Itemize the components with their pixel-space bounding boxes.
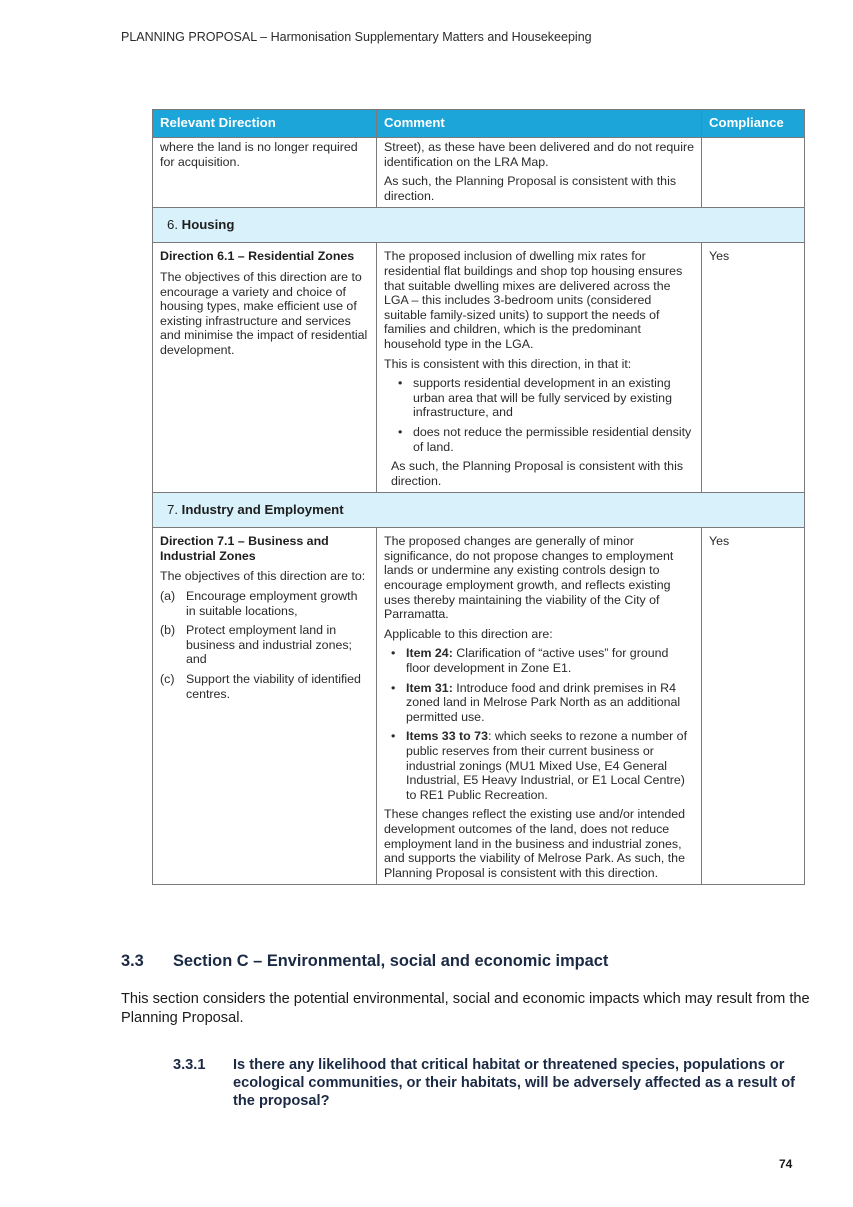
list-text: Support the viability of identified centres. <box>186 672 361 701</box>
table-row <box>153 528 805 885</box>
list-item <box>160 623 369 667</box>
list-item: • supports residential development in an existing urban area that will be fully serviced by existing infrastructure, and <box>413 376 694 420</box>
subsection-number: 3.3.1 <box>173 1057 206 1073</box>
compliance-cell <box>702 138 805 208</box>
list-text: Encourage employment growth in suitable locations, <box>186 589 358 618</box>
table-row <box>153 243 805 493</box>
bullet-list <box>384 646 694 802</box>
bullet-list <box>391 376 694 454</box>
comment-cell <box>377 243 702 493</box>
list-text: Protect employment land in business and industrial zones; and <box>186 623 352 667</box>
comment-paragraph: This is consistent with this direction, in that it: <box>384 356 632 371</box>
item-label: Item 24: <box>406 646 453 661</box>
column-header-direction: Relevant Direction <box>153 110 377 138</box>
page-number: 74 <box>779 1157 793 1171</box>
direction-description: The objectives of this direction are to encourage a variety and choice of housing types, make efficient use of existing infrastructure and services and minimise the impact of residential development. <box>160 269 368 357</box>
item-text: Clarification of “active uses” for ground floor development in Zone E1. <box>406 646 669 676</box>
comment-paragraph: Street), as these have been delivered and do not require identification on the LRA Map. <box>384 140 694 169</box>
section-title: Industry and Employment <box>181 501 344 517</box>
section-title: Section C – Environmental, social and economic impact <box>173 952 609 970</box>
direction-cell <box>153 528 377 885</box>
list-item <box>160 672 369 701</box>
item-text: Introduce food and drink premises in R4 zoned land in Melrose Park North as an additional permitted use. <box>406 680 681 724</box>
section-heading-3-3 <box>121 952 608 971</box>
item-text: : which seeks to rezone a number of public reserves from their current business or industrial zonings (MU1 Mixed Use, E4 General Industrial, E5 Heavy Industrial, or E1 Local Centre) to RE1 Public Recreation. <box>406 729 688 802</box>
compliance-cell: Yes <box>702 528 805 885</box>
directions-table <box>152 109 805 885</box>
list-item <box>406 729 694 802</box>
item-label: Items 33 to 73 <box>406 729 488 744</box>
section-number: 6. <box>167 217 178 233</box>
section-number: 7. <box>167 501 178 517</box>
item-label: Item 31: <box>406 680 453 695</box>
list-label: (b) <box>160 623 176 638</box>
table-row <box>153 138 805 208</box>
list-item <box>406 646 694 675</box>
page-header: PLANNING PROPOSAL – Harmonisation Supplementary Matters and Housekeeping <box>121 30 592 44</box>
section-intro: This section considers the potential environmental, social and economic impacts which may result from the Planning Proposal. <box>121 991 810 1026</box>
direction-title: Direction 7.1 – Business and Industrial Zones <box>160 534 329 563</box>
objectives-list <box>160 589 369 701</box>
list-item <box>160 589 369 618</box>
comment-paragraph: The proposed changes are generally of minor significance, do not propose changes to employment lands or undermine any existing controls design to encourage employment growth, and reflects existing uses thereby maintaining the viability of the City of Parramatta. <box>384 534 674 622</box>
comment-paragraph: Applicable to this direction are: <box>384 626 553 641</box>
direction-description: The objectives of this direction are to: <box>160 569 366 584</box>
direction-cell <box>153 138 377 208</box>
table-header-row <box>153 110 805 138</box>
section-row-industry <box>153 493 805 528</box>
column-header-compliance: Compliance <box>702 110 805 138</box>
comment-paragraph: The proposed inclusion of dwelling mix rates for residential flat buildings and shop top housing ensures that suitable dwelling mixes are delivered across the LGA – this includes 3-bedroom units (considered suitable family-sized units) to support the needs of families and children, which is the predominant household type in the LGA. <box>384 249 683 351</box>
list-item <box>406 681 694 725</box>
comment-paragraph: These changes reflect the existing use and/or intended development outcomes of the land, does not reduce employment land in the business and industrial zones, and supports the viability of Melrose Park. As such, the Planning Proposal is consistent with this direction. <box>384 807 686 880</box>
direction-text: where the land is no longer required for acquisition. <box>160 140 358 169</box>
subsection-heading-3-3-1 <box>173 1056 813 1110</box>
subsection-title: Is there any likelihood that critical habitat or threatened species, populations or ecological communities, or their habitats, will be adversely affected as a result of the proposal? <box>233 1057 796 1109</box>
direction-cell <box>153 243 377 493</box>
comment-paragraph: As such, the Planning Proposal is consistent with this direction. <box>384 174 677 203</box>
comment-cell <box>377 138 702 208</box>
comment-paragraph: As such, the Planning Proposal is consistent with this direction. <box>391 459 684 488</box>
section-row-housing <box>153 208 805 243</box>
comment-cell <box>377 528 702 885</box>
list-item: • does not reduce the permissible residential density of land. <box>413 425 694 454</box>
section-title: Housing <box>181 217 235 233</box>
column-header-comment: Comment <box>377 110 702 138</box>
direction-title: Direction 6.1 – Residential Zones <box>160 249 355 264</box>
list-label: (a) <box>160 589 176 604</box>
section-number: 3.3 <box>121 952 144 970</box>
compliance-cell: Yes <box>702 243 805 493</box>
list-label: (c) <box>160 672 175 687</box>
